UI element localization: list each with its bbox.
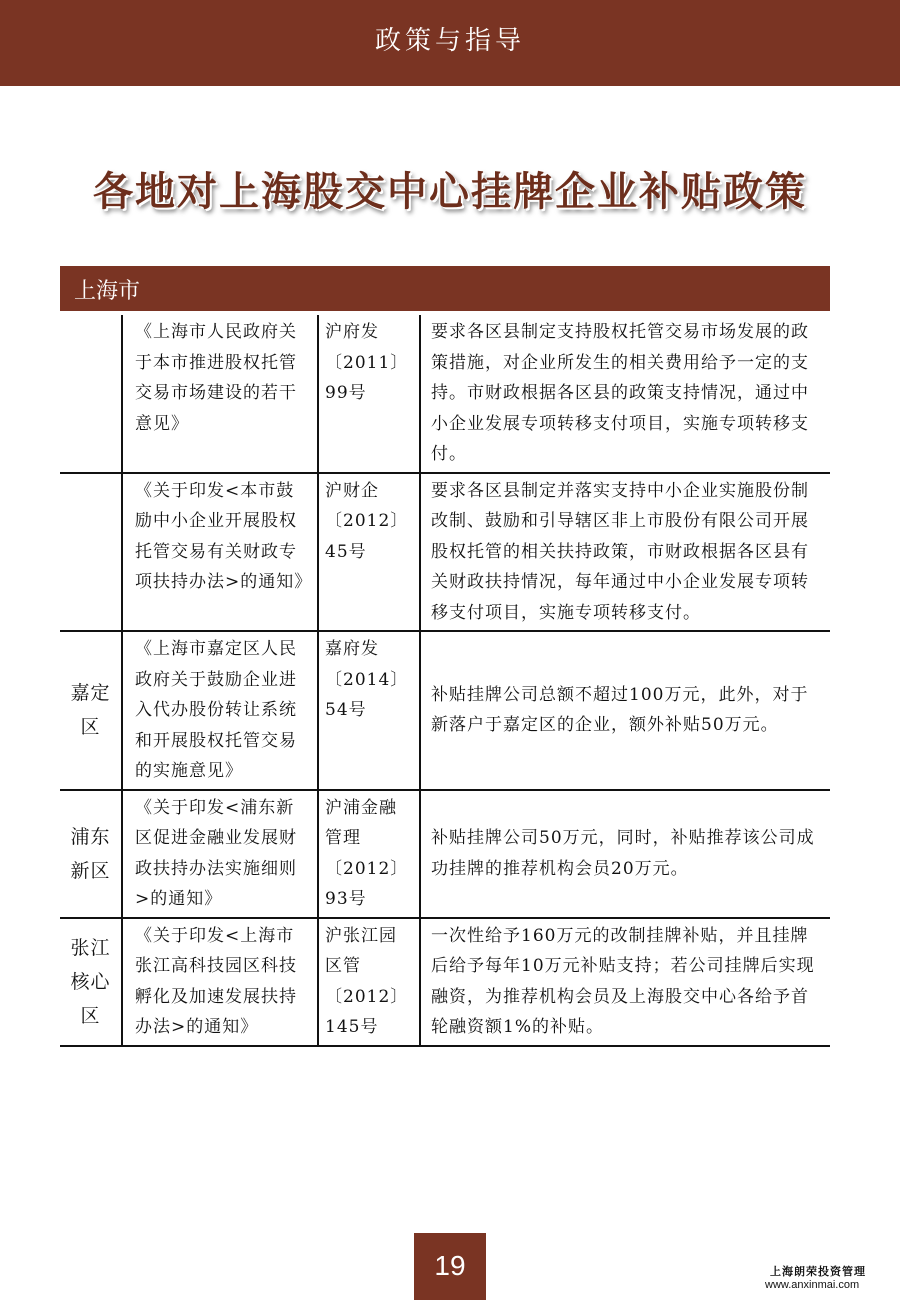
table-row bbox=[60, 473, 830, 632]
document-title-cell: 《上海市嘉定区人民政府关于鼓励企业进入代办股份转让系统和开展股权托管交易的实施意见》 bbox=[122, 631, 318, 790]
region-cell: 嘉定区 bbox=[70, 682, 111, 739]
page-title: 各地对上海股交中心挂牌企业补贴政策 bbox=[93, 168, 807, 215]
page-number-box bbox=[414, 1233, 486, 1300]
company-url: www.anxinmai.com bbox=[765, 1279, 860, 1291]
page-number: 19 bbox=[434, 1250, 466, 1281]
document-title-cell: 《关于印发<上海市张江高科技园区科技孵化及加速发展扶持办法>的通知》 bbox=[122, 918, 318, 1046]
document-number-cell: 沪张江园区管〔2012〕145号 bbox=[318, 918, 420, 1046]
table-row bbox=[60, 315, 830, 473]
table-row bbox=[60, 790, 830, 918]
header-bar bbox=[0, 0, 900, 86]
policy-description-cell: 补贴挂牌公司总额不超过100万元，此外，对于新落户于嘉定区的企业，额外补贴50万元。 bbox=[420, 631, 830, 790]
document-number-cell: 沪浦金融管理〔2012〕93号 bbox=[318, 790, 420, 918]
document-number-cell: 沪财企〔2012〕45号 bbox=[318, 473, 420, 632]
policy-description-cell: 要求各区县制定并落实支持中小企业实施股份制改制、鼓励和引导辖区非上市股份有限公司开展股权托管的相关扶持政策，市财政根据各区县有关财政扶持情况，每年通过中小企业发展专项转移支付项目，实施专项转移支付。 bbox=[420, 473, 830, 632]
policy-description-cell: 要求各区县制定支持股权托管交易市场发展的政策措施，对企业所发生的相关费用给予一定的支持。市财政根据各区县的政策支持情况，通过中小企业发展专项转移支付项目，实施专项转移支付。 bbox=[420, 315, 830, 473]
company-name: 上海朗荣投资管理 bbox=[770, 1265, 866, 1278]
document-title-cell: 《关于印发<浦东新区促进金融业发展财政扶持办法实施细则>的通知》 bbox=[122, 790, 318, 918]
region-cell bbox=[60, 473, 122, 632]
region-bar bbox=[60, 266, 830, 311]
policy-table bbox=[60, 315, 830, 1047]
document-title-cell: 《上海市人民政府关于本市推进股权托管交易市场建设的若干意见》 bbox=[122, 315, 318, 473]
document-number-cell: 嘉府发〔2014〕54号 bbox=[318, 631, 420, 790]
table-row bbox=[60, 918, 830, 1046]
policy-description-cell: 补贴挂牌公司50万元，同时，补贴推荐该公司成功挂牌的推荐机构会员20万元。 bbox=[420, 790, 830, 918]
document-title-cell: 《关于印发<本市鼓励中小企业开展股权托管交易有关财政专项扶持办法>的通知》 bbox=[122, 473, 318, 632]
region-cell: 张江核心区 bbox=[70, 936, 111, 1027]
table-row bbox=[60, 631, 830, 790]
region-cell bbox=[60, 315, 122, 473]
document-number-cell: 沪府发〔2011〕99号 bbox=[318, 315, 420, 473]
section-title: 政策与指导 bbox=[374, 26, 525, 56]
region-cell: 浦东新区 bbox=[70, 825, 111, 882]
policy-description-cell: 一次性给予160万元的改制挂牌补贴，并且挂牌后给予每年10万元补贴支持；若公司挂牌后实现融资，为推荐机构会员及上海股交中心各给予首轮融资额1%的补贴。 bbox=[420, 918, 830, 1046]
region-bar-label: 上海市 bbox=[74, 279, 141, 304]
